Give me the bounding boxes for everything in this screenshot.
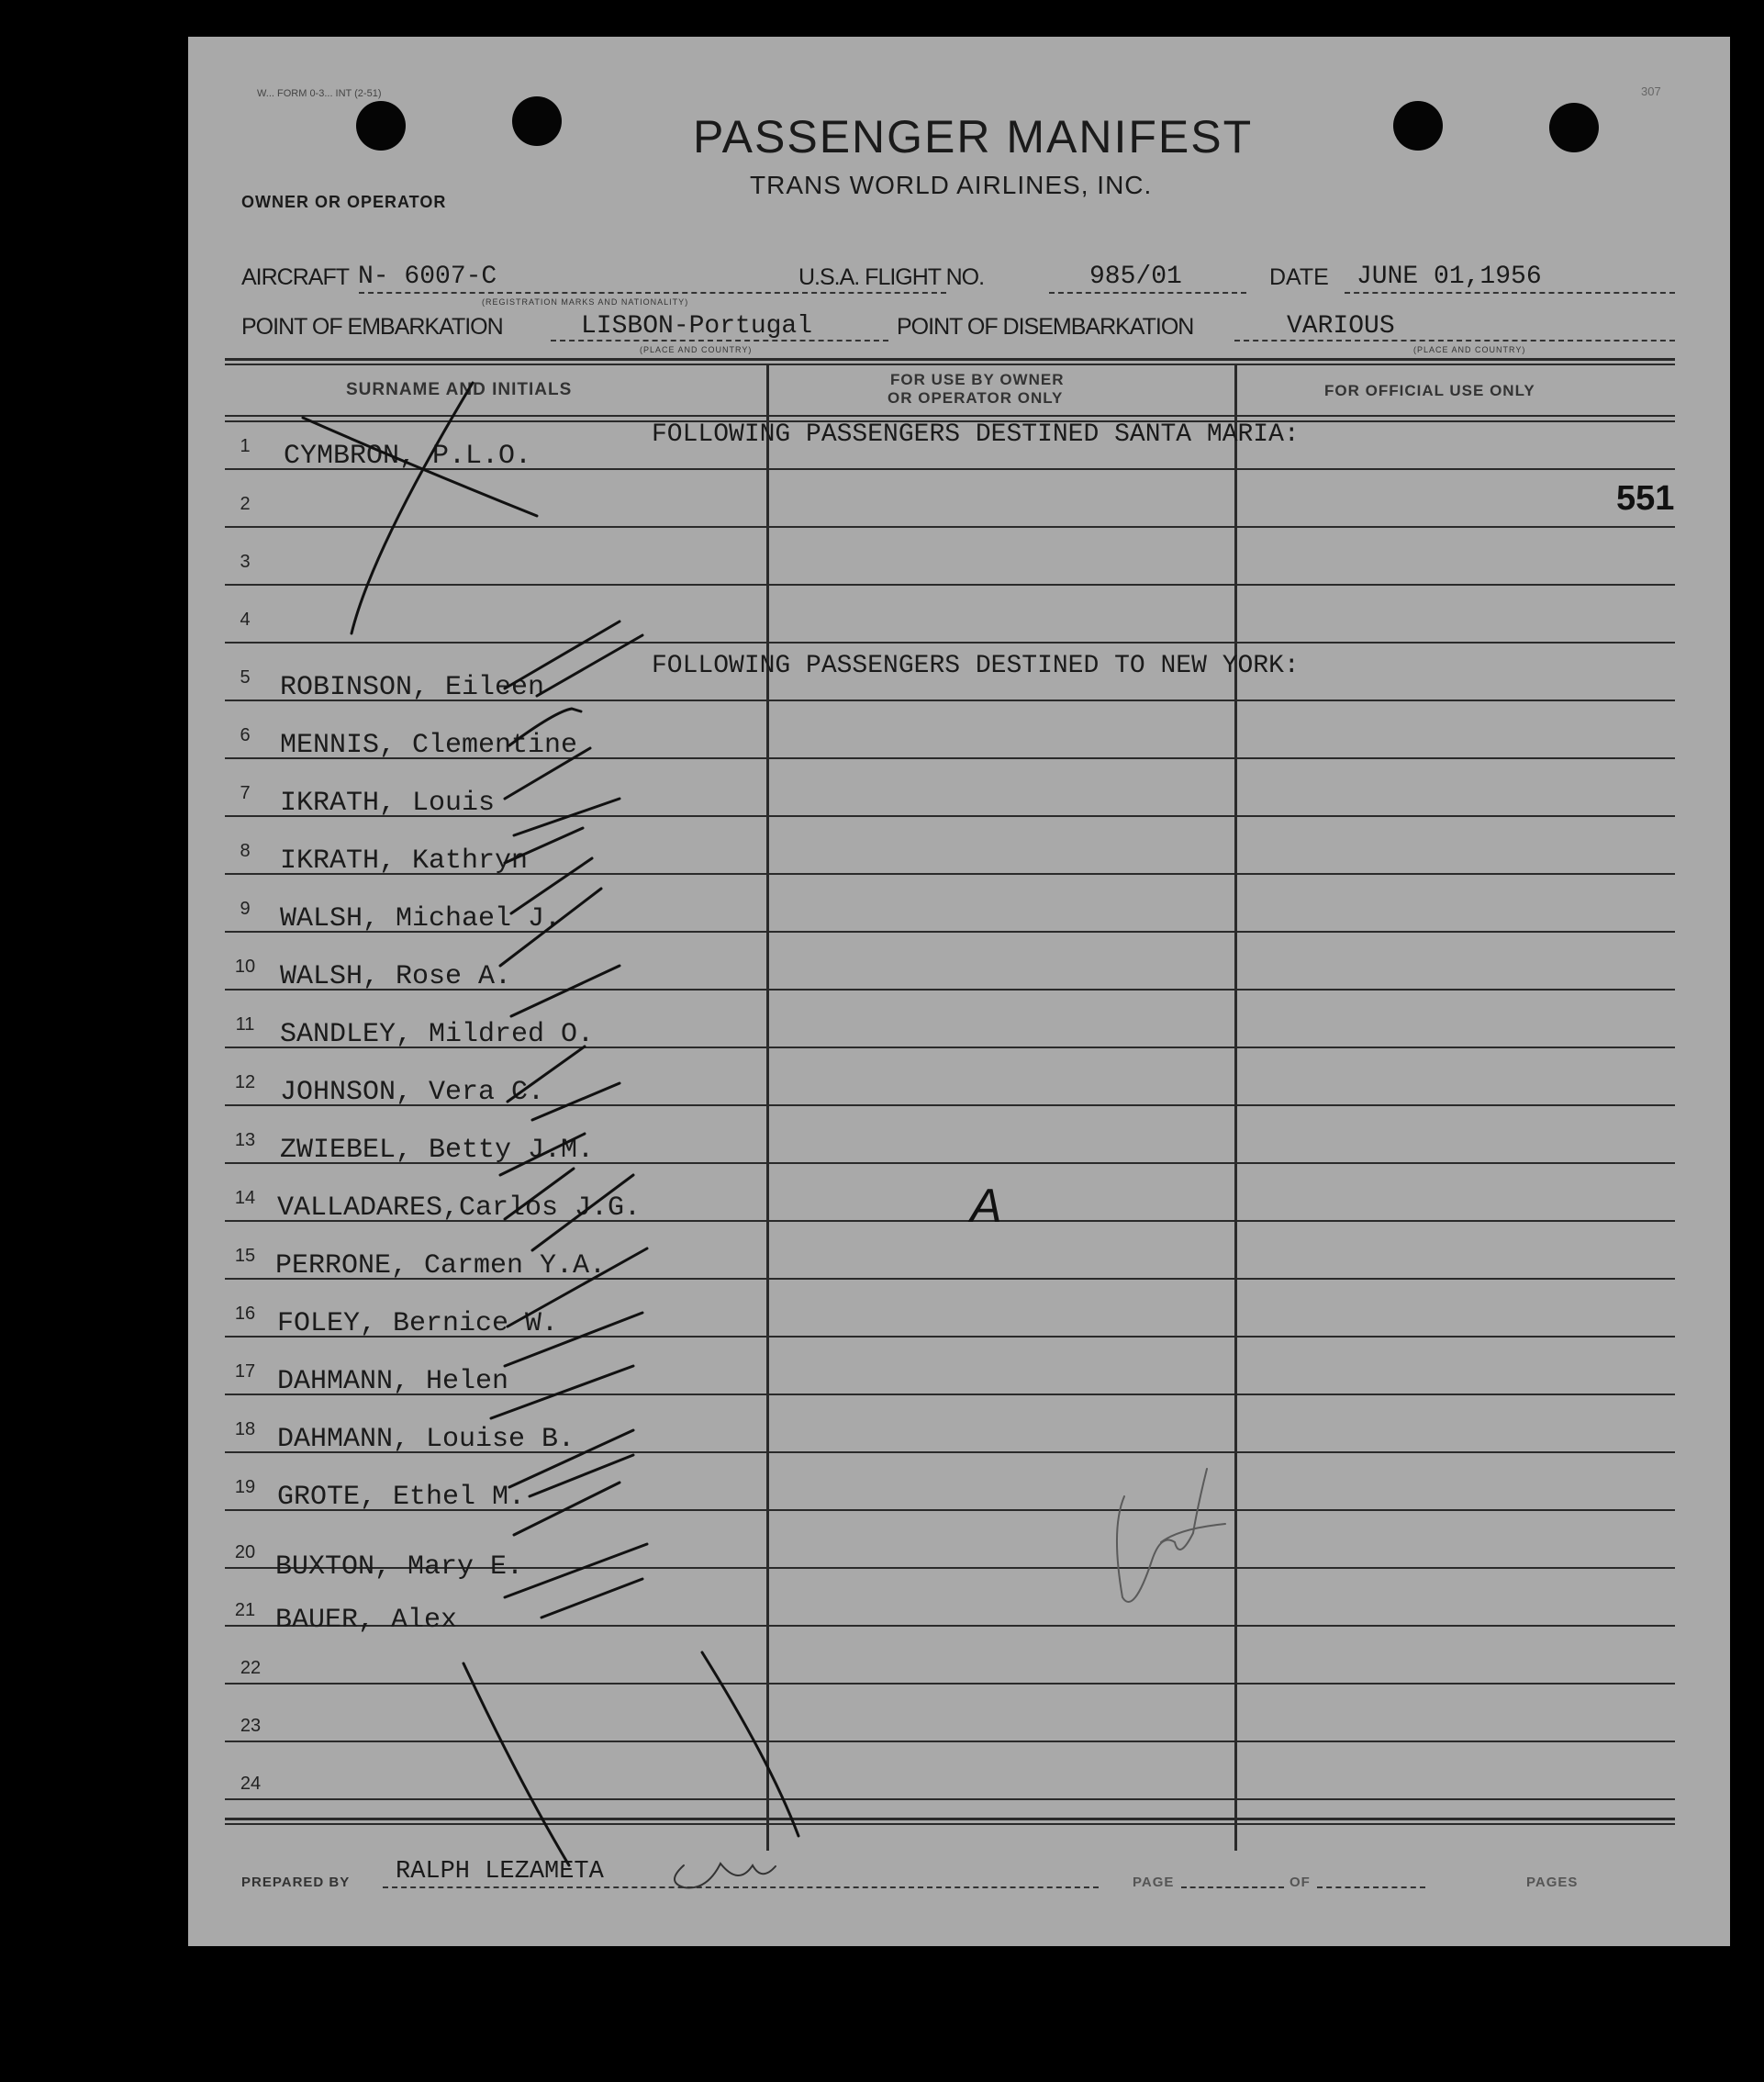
check-stroke [511,966,620,1016]
passenger-name: DAHMANN, Helen [277,1366,509,1397]
destination-note-santa-maria: FOLLOWING PASSENGERS DESTINED SANTA MARIA: [652,420,1300,449]
row-number: 6 [240,725,251,745]
dismiss-stroke [702,1652,798,1836]
passenger-name: CYMBRON, P.L.O. [284,441,532,472]
column-header-owner-2: OR OPERATOR ONLY [888,389,1064,407]
aircraft-label: AIRCRAFT [241,264,349,290]
row-number: 14 [234,1188,256,1208]
row-number: 3 [240,552,251,572]
prepared-by-label: PREPARED BY [241,1875,351,1890]
row-number: 23 [240,1716,262,1736]
check-stroke [505,621,620,688]
column-header-official: FOR OFFICIAL USE ONLY [1324,382,1535,399]
check-stroke [505,1169,574,1219]
page-label: PAGE [1133,1875,1175,1890]
check-stroke [514,1483,620,1535]
row-number: 13 [234,1130,256,1150]
column-header-surname: SURNAME AND INITIALS [346,380,573,399]
check-stroke [505,1544,647,1597]
passenger-name: PERRONE, Carmen Y.A. [275,1250,607,1282]
passenger-name: SANDLEY, Mildred O. [280,1019,595,1050]
row-number: 19 [234,1477,256,1497]
airline-name: TRANS WORLD AIRLINES, INC. [750,171,1153,199]
passenger-name: FOLEY, Bernice W. [277,1308,559,1339]
row-number: 12 [234,1072,256,1092]
owner-label: OWNER OR OPERATOR [241,193,447,211]
row-number: 1 [240,436,251,456]
aircraft-note: (REGISTRATION MARKS AND NATIONALITY) [482,297,689,307]
destination-note-new-york: FOLLOWING PASSENGERS DESTINED TO NEW YORK: [652,652,1300,680]
flight-value: 985/01 [1089,263,1182,291]
embark-label: POINT OF EMBARKATION [241,314,503,340]
check-stroke [508,1047,585,1102]
flight-label: U.S.A. FLIGHT NO. [798,264,985,290]
manifest-sheet [188,37,1730,1946]
row-number: 18 [234,1419,256,1439]
disembark-note: (PLACE AND COUNTRY) [1413,345,1526,354]
check-stroke [491,1366,633,1418]
of-label: OF [1290,1875,1311,1890]
cross-out-stroke [303,418,537,516]
check-stroke [509,709,581,745]
check-stroke [514,799,620,835]
row-number: 21 [234,1600,256,1620]
check-stroke [505,748,590,799]
row-number: 4 [240,610,251,630]
owner-handwritten-mark: A [970,1180,1002,1233]
row-number: 10 [234,957,256,977]
passenger-name: WALSH, Michael J. [280,903,562,935]
passenger-name: VALLADARES,Carlos J.G. [277,1192,642,1224]
pages-label: PAGES [1526,1875,1579,1890]
check-stroke [532,1083,620,1120]
row-number: 15 [234,1246,256,1266]
corner-note: 307 [1641,84,1661,98]
disembark-label: POINT OF DISEMBARKATION [897,314,1194,340]
page-title: PASSENGER MANIFEST [693,111,1254,162]
passenger-name: BUXTON, Mary E. [275,1551,524,1583]
check-stroke [505,1313,642,1366]
check-stroke [530,1455,633,1496]
row-number: 8 [240,841,251,861]
official-number: 551 [1616,479,1675,518]
form-code: W... FORM 0-3... INT (2-51) [257,88,382,99]
passenger-name: ROBINSON, Eileen [280,672,545,703]
column-header-owner-1: FOR USE BY OWNER [890,371,1065,388]
row-number: 7 [240,783,251,803]
row-number: 16 [234,1304,256,1324]
passenger-name: ZWIEBEL, Betty J.M. [280,1135,595,1166]
aircraft-value: N- 6007-C [358,263,497,291]
row-number: 11 [235,1014,255,1035]
date-label: DATE [1269,264,1329,290]
check-stroke [537,635,642,696]
date-value: JUNE 01,1956 [1356,263,1542,291]
prepared-by-value: RALPH LEZAMETA [396,1858,604,1886]
row-number: 17 [234,1361,256,1382]
embark-value: LISBON-Portugal [581,312,813,341]
handwritten-marks [188,37,1730,1946]
row-number: 9 [240,899,251,919]
passenger-name: JOHNSON, Vera C. [280,1077,545,1108]
passenger-name: GROTE, Ethel M. [277,1482,526,1513]
passenger-name: BAUER, Alex [275,1605,458,1636]
check-stroke [500,889,601,966]
cross-out-stroke [352,383,473,633]
row-number: 22 [240,1658,262,1678]
check-stroke [541,1579,642,1617]
passenger-name: WALSH, Rose A. [280,961,512,992]
official-signature-stroke [1117,1469,1207,1602]
passenger-name: MENNIS, Clementine [280,730,578,761]
passenger-name: IKRATH, Kathryn [280,845,529,877]
passenger-name: DAHMANN, Louise B. [277,1424,575,1455]
passenger-name: IKRATH, Louis [280,788,496,819]
row-number: 2 [240,494,251,514]
embark-note: (PLACE AND COUNTRY) [640,345,753,354]
row-number: 5 [240,667,251,688]
row-number: 20 [234,1542,256,1562]
dismiss-stroke [463,1663,569,1865]
disembark-value: VARIOUS [1287,312,1395,341]
preparer-signature-stroke [675,1864,776,1887]
check-stroke [508,1248,647,1326]
row-number: 24 [240,1774,262,1794]
